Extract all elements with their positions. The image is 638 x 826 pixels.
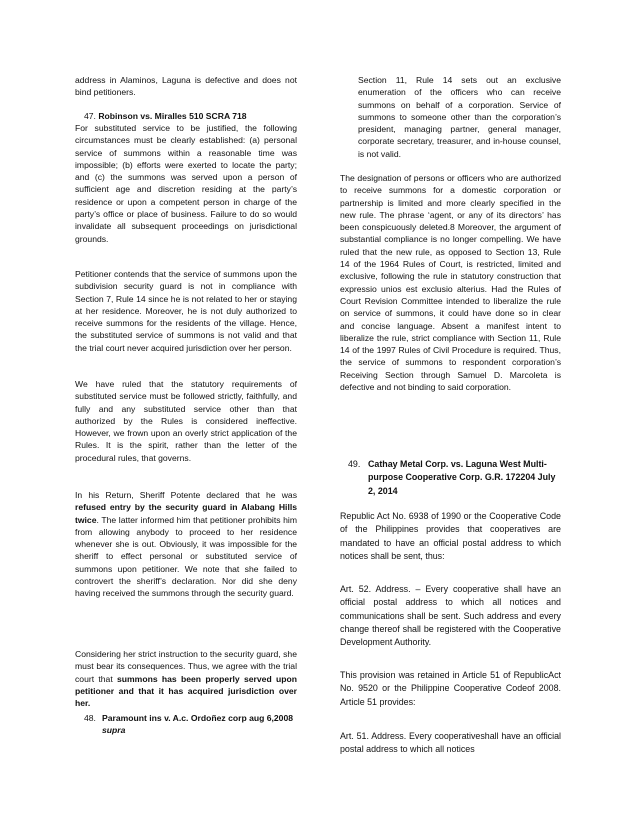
paragraph-return <box>75 489 297 600</box>
paragraph-considering <box>75 648 297 709</box>
paragraph-retained: This provision was retained in Article 51 of RepublicAct No. 9520 or the Philippine Cooperative Codeof 2008. Article 51 provides: <box>340 670 561 707</box>
heading-48-number: 48. <box>84 713 96 723</box>
heading-48-italic: supra <box>102 725 126 736</box>
paragraph-republic-act: Republic Act No. 6938 of 1990 or the Cooperative Code of the Philippines provides that cooperatives are mandated to have an official postal address to which notices shall be sent, thus: <box>340 511 561 561</box>
paragraph-intro: address in Alaminos, Laguna is defective and does not bind petitioners. <box>75 75 297 98</box>
paragraph-art-51: Art. 51. Address. Every cooperativeshall have an official postal address to which all notices <box>340 731 561 755</box>
paragraph-return-start: In his Return, Sheriff Potente declared that he was <box>75 490 297 500</box>
heading-48-title-wrap <box>102 712 297 737</box>
paragraph-considering-bold: summons has been properly served upon petitioner and that it has acquired jurisdiction over her. <box>75 673 297 709</box>
heading-49-number: 49. <box>348 459 361 469</box>
paragraph-return-end: . The latter informed him that petitioner prohibits him from allowing anybody to proceed to her residence whenever she is out. Obviously, it was impossible for the sheriff to effect personal or substituted service of summons upon petitioner. We note that she failed to controvert the sheriff’s declaration. Nor did she deny having received the summons through the security guard. <box>75 514 297 599</box>
paragraph-considering-start: Considering her strict instruction to the security guard, she must bear its consequences. Thus, we agree with the trial court that <box>75 649 297 684</box>
paragraph-return-bold: refused entry by the security guard in Alabang Hills twice <box>75 502 297 525</box>
heading-49 <box>348 458 561 498</box>
paragraph-47: For substituted service to be justified, the following circumstances must be clearly established: (a) personal service of summons within a reasonable time was impossible; (b) efforts were exerted to locate the party; and (c) the summons was served upon a person of sufficient age and discretion residing at the party’s residence or upon a competent person in charge of the party’s office or place of business. Failure to do so would invalidate all subsequent proceedings on jurisdictional grounds. <box>75 123 297 244</box>
heading-47-title: Robinson vs. Miralles 510 SCRA 718 <box>98 111 247 121</box>
heading-48 <box>75 712 297 737</box>
paragraph-art-52: Art. 52. Address. – Every cooperative shall have an official postal address to which all notices and communications shall be sent. Such address and every change thereof shall be registered with the Cooperative Development Authority. <box>340 584 561 648</box>
heading-48-title: Paramount ins v. A.c. Ordoñez corp aug 6,2008 <box>102 713 294 723</box>
heading-47 <box>75 110 297 122</box>
paragraph-statutory: We have ruled that the statutory requirements of substituted service must be followed strictly, faithfully, and fully and any substituted service other than that authorized by the Rules is considered ineffective. However, we frown upon an overly strict application of the Rules. It is the spirit, rather than the letter of the procedural rules, that governs. <box>75 379 297 463</box>
paragraph-designation: The designation of persons or officers who are authorized to receive summons for a domestic corporation or partnership is limited and more clearly specified in the new rule. The phrase ‘agent, or any of its directors’ has been conspicuously deleted.8 Moreover, the argument of substantial compliance is no longer compelling. We have ruled that the new rule, as opposed to Section 13, Rule 14 of the 1964 Rules of Court, is restricted, limited and exclusive, following the rule in statutory construction that expressio unios est exclusio alterius. Had the Rules of Court Revision Committee intended to liberalize the rule on service of summons, it could have done so in clear and concise language. Absent a manifest intent to liberalize the rule, strict compliance with Section 11, Rule 14 of the 1997 Rules of Civil Procedure is required. Thus, the service of summons to respondent corporation’s Receiving Section through Samuel D. Marcoleta is defective and not binding to said corporation. <box>340 173 561 393</box>
heading-47-number: 47. <box>84 111 96 121</box>
paragraph-petitioner: Petitioner contends that the service of summons upon the subdivision security guard is not in compliance with Section 7, Rule 14 since he is not related to her or staying at her residence. Moreover, he is not duly authorized to receive summons for the residents of the village. Hence, the substituted service of summons is not valid and that the trial court never acquired jurisdiction over her person. <box>75 269 297 353</box>
heading-49-title: Cathay Metal Corp. vs. Laguna West Multi-purpose Cooperative Corp. G.R. 172204 July 2, 2014 <box>368 459 556 496</box>
block-quote: Section 11, Rule 14 sets out an exclusive enumeration of the officers who can receive summons on behalf of a corporation. Service of summons to someone other than the corporation’s president, managing partner, general manager, corporate secretary, treasurer, and in-house counsel, is not valid. <box>358 75 561 159</box>
